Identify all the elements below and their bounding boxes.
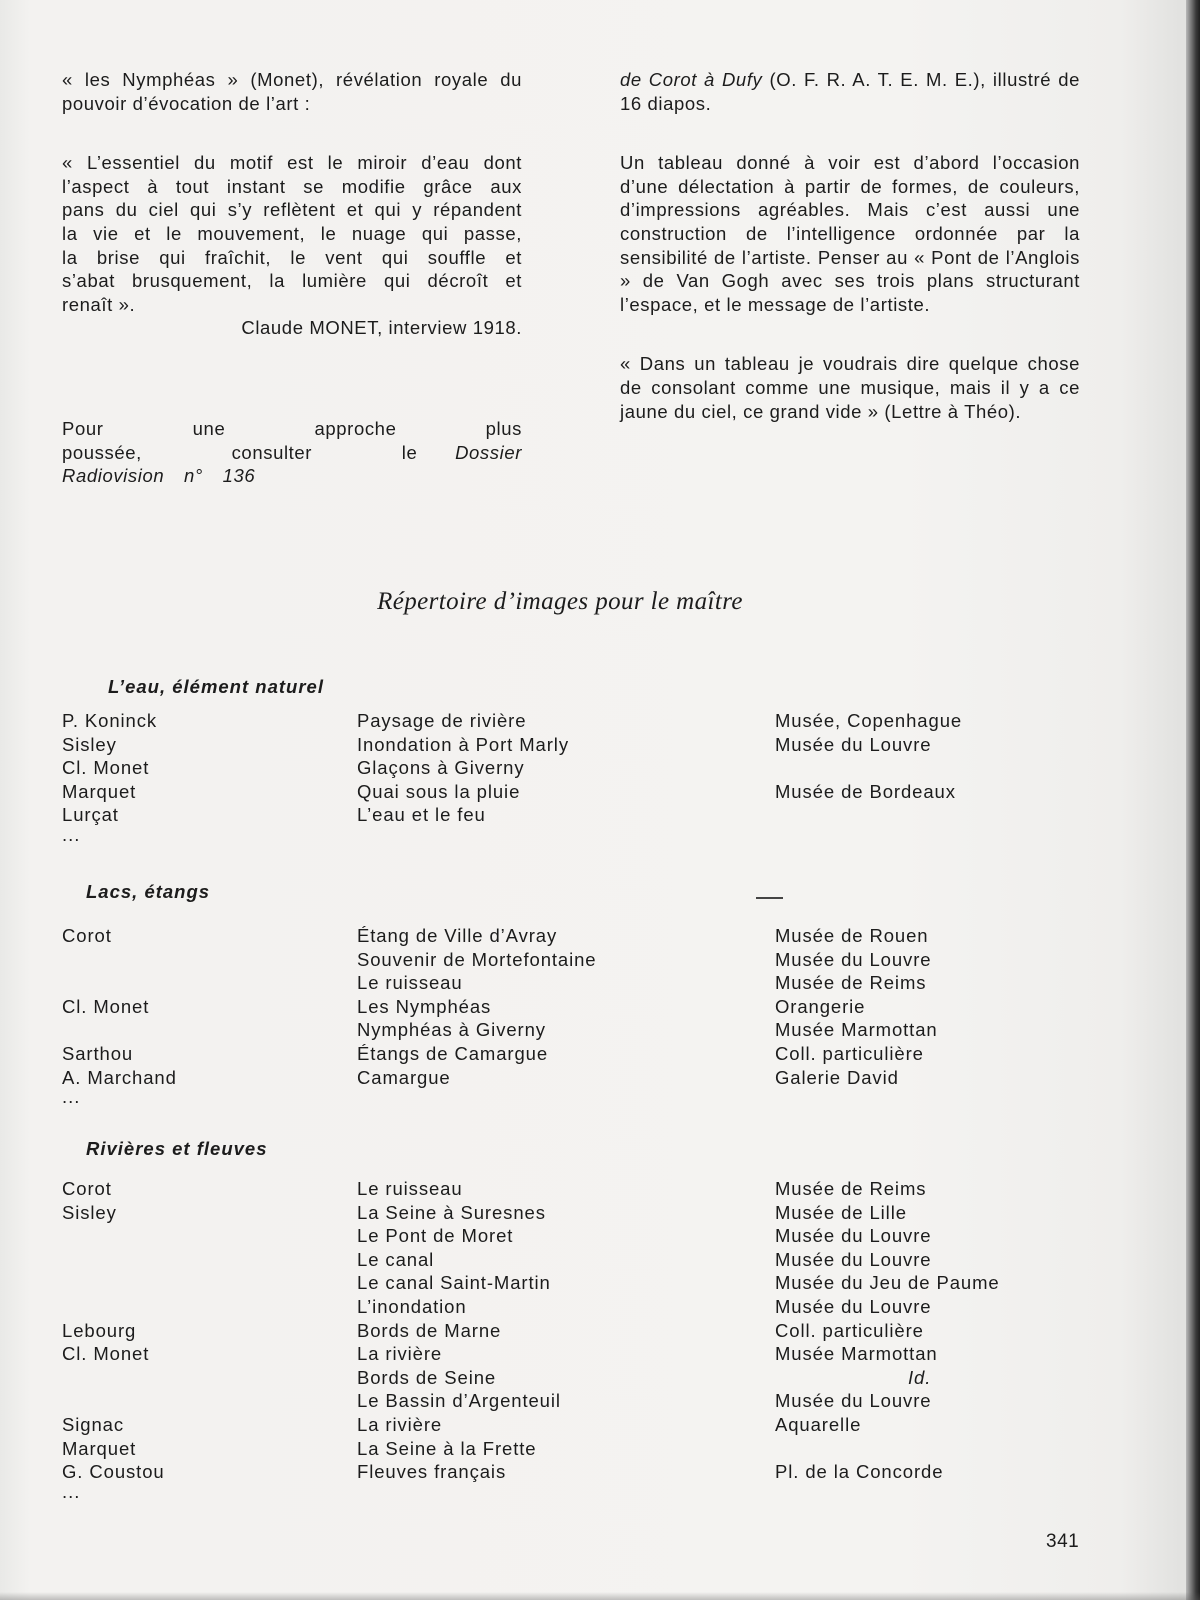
- page-bottom-shadow: [0, 1592, 1200, 1600]
- location-cell: Musée de Rouen: [775, 925, 929, 946]
- location-cell: Musée du Louvre: [775, 948, 932, 970]
- location-cell: Orangerie: [775, 995, 866, 1017]
- work-title-cell: Inondation à Port Marly: [357, 733, 569, 755]
- location-cell: Musée Marmottan: [775, 1019, 938, 1041]
- further-reading: [62, 417, 522, 488]
- location-cell: Musée du Louvre: [775, 1390, 932, 1412]
- artist-cell: Corot: [62, 1178, 112, 1199]
- further-reading-prefix: Pour une approche plus poussée, consulter le: [62, 418, 522, 463]
- repertoire-heading: Répertoire d’images pour le maître: [377, 588, 743, 615]
- continuation-rest: (O. F. R. A. T. E. M. E.), illustré de 16 diapos.: [620, 69, 1080, 114]
- work-title-cell: Étangs de Camargue: [357, 1043, 549, 1064]
- work-title-cell: La rivière: [357, 1343, 443, 1365]
- location-cell: Coll. particulière: [775, 1319, 924, 1341]
- continuation-paragraph: [620, 68, 1080, 115]
- location-cell: Musée Marmottan: [775, 1343, 938, 1365]
- decorative-dash: [756, 897, 783, 899]
- further-reading-text: [62, 417, 522, 488]
- work-title-cell: Glaçons à Giverny: [357, 757, 525, 779]
- location-cell: Musée, Copenhague: [775, 710, 963, 731]
- left-column: [62, 68, 522, 340]
- artist-cell: Cl. Monet: [62, 995, 150, 1017]
- right-column: [620, 68, 1080, 423]
- monet-quote: [62, 151, 522, 316]
- quote-line: l’aspect à tout instant se modifie grâce aux: [62, 175, 522, 197]
- location-cell: Aquarelle: [775, 1414, 862, 1435]
- work-title-cell: Paysage de rivière: [357, 710, 527, 731]
- work-title-cell: Le ruisseau: [357, 972, 463, 994]
- work-title-cell: Le canal: [357, 1248, 435, 1270]
- work-title-cell: Souvenir de Mortefontaine: [357, 948, 597, 970]
- quote-line: « L’essentiel du motif est le miroir d’eau dont: [62, 152, 522, 174]
- work-title-cell: Le ruisseau: [357, 1178, 463, 1199]
- work-title-cell: Bords de Marne: [357, 1319, 502, 1341]
- work-title-cell: La rivière: [357, 1414, 443, 1435]
- quote-line: la brise qui fraîchit, le vent qui souffle et: [62, 246, 522, 268]
- section-title: L’eau, élément naturel: [108, 676, 324, 697]
- artist-cell: A. Marchand: [62, 1066, 177, 1088]
- intro-paragraph: « les Nymphéas » (Monet), révélation royale du pouvoir d’évocation de l’art :: [62, 69, 522, 114]
- artist-cell: Sisley: [62, 733, 117, 755]
- work-title-cell: Le Pont de Moret: [357, 1225, 514, 1247]
- work-title-cell: La Seine à Suresnes: [357, 1201, 546, 1223]
- artist-cell: Signac: [62, 1414, 124, 1435]
- section-title: Lacs, étangs: [86, 881, 211, 902]
- quote-line: s’abat brusquement, la lumière qui décroît et: [62, 270, 522, 292]
- location-cell: Musée de Reims: [775, 972, 927, 994]
- artist-cell: Sarthou: [62, 1043, 134, 1064]
- artist-cell: ...: [62, 824, 81, 845]
- work-title-cell: Le Bassin d’Argenteuil: [357, 1390, 561, 1412]
- location-cell: Musée du Louvre: [775, 1225, 932, 1247]
- further-reading-title: Dossier Radiovision n° 136: [62, 441, 522, 487]
- artist-cell: Lebourg: [62, 1319, 137, 1341]
- work-title-cell: Les Nymphéas: [357, 995, 492, 1017]
- location-cell: Musée du Louvre: [775, 1296, 932, 1317]
- van-gogh-quote: « Dans un tableau je voudrais dire quelque chose de consolant comme une musique, mais il y a ce jaune du ciel, ce grand vide » (Lettre à Théo).: [620, 353, 1080, 422]
- work-title-cell: L’inondation: [357, 1296, 467, 1317]
- work-title-cell: La Seine à la Frette: [357, 1437, 537, 1459]
- main-paragraph: Un tableau donné à voir est d’abord l’occasion d’une délectation à partir de formes, de couleurs, d’impressions agréables. Mais c’est aussi une construction de l’intelligence ordonnée par la sensibilité de l’artiste. Penser au « Pont de l’Anglois » de Van Gogh avec ses trois plans structurant l’espace, et le message de l’artiste.: [620, 152, 1080, 315]
- quote-line: renaît ».: [62, 293, 136, 315]
- page-number: 341: [1046, 1531, 1080, 1552]
- artist-cell: Corot: [62, 925, 112, 946]
- artist-cell: Lurçat: [62, 804, 119, 826]
- location-cell: Musée du Louvre: [775, 1248, 932, 1270]
- work-title-cell: Nymphéas à Giverny: [357, 1019, 546, 1041]
- location-cell: Galerie David: [775, 1066, 899, 1088]
- location-cell: Musée du Louvre: [775, 733, 932, 755]
- artist-cell: P. Koninck: [62, 710, 158, 731]
- artist-cell: ...: [62, 1480, 81, 1502]
- artist-cell: Marquet: [62, 780, 137, 802]
- artist-cell: ...: [62, 1086, 81, 1108]
- location-cell: Musée du Jeu de Paume: [775, 1272, 1000, 1294]
- artist-cell: Marquet: [62, 1437, 137, 1459]
- artist-cell: Sisley: [62, 1201, 117, 1223]
- work-title-cell: Le canal Saint-Martin: [357, 1272, 551, 1294]
- location-cell: Musée de Lille: [775, 1201, 907, 1223]
- quote-line: pans du ciel qui s’y reflètent et qui y répandent: [62, 199, 522, 221]
- work-title-cell: Étang de Ville d’Avray: [357, 925, 558, 946]
- location-cell: Musée de Bordeaux: [775, 780, 956, 802]
- artist-cell: G. Coustou: [62, 1461, 165, 1483]
- location-cell: Coll. particulière: [775, 1043, 924, 1064]
- quote-line: la vie et le mouvement, le nuage qui passe,: [62, 222, 522, 244]
- work-title-cell: Bords de Seine: [357, 1366, 497, 1388]
- artist-cell: Cl. Monet: [62, 1343, 150, 1365]
- location-cell: Id.: [908, 1366, 932, 1388]
- location-cell: Pl. de la Concorde: [775, 1461, 944, 1483]
- artist-cell: Cl. Monet: [62, 757, 150, 779]
- location-cell: Musée de Reims: [775, 1178, 927, 1199]
- quote-attribution: Claude MONET, interview 1918.: [241, 317, 522, 339]
- section-title: Rivières et fleuves: [86, 1138, 268, 1159]
- work-title-cell: Fleuves français: [357, 1461, 507, 1483]
- work-title-cell: L’eau et le feu: [357, 804, 486, 826]
- book-binding-shadow: [1186, 0, 1200, 1600]
- work-title-cell: Quai sous la pluie: [357, 780, 521, 802]
- continuation-title: de Corot à Dufy: [620, 69, 763, 90]
- work-title-cell: Camargue: [357, 1066, 451, 1088]
